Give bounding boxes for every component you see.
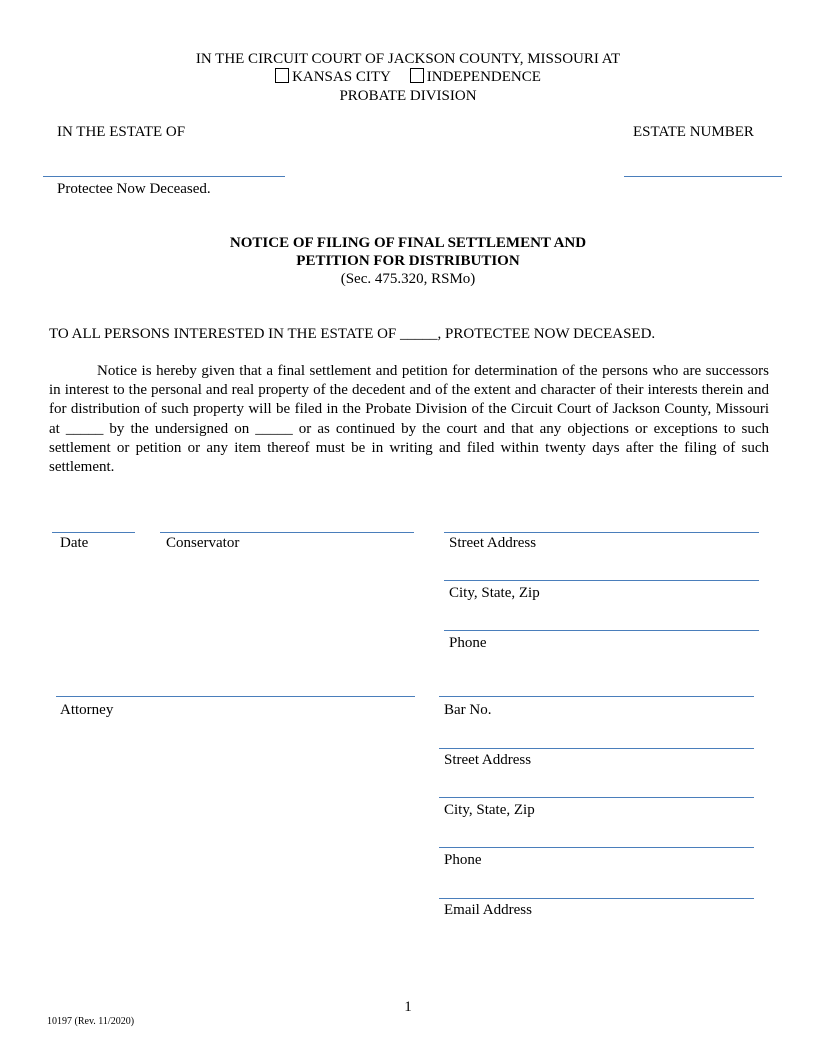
estate-number-label: ESTATE NUMBER [633,124,754,140]
document-title-line1: NOTICE OF FILING OF FINAL SETTLEMENT AND [229,235,587,251]
court-heading: IN THE CIRCUIT COURT OF JACKSON COUNTY, MISSOURI AT [195,51,621,67]
protectee-label: Protectee Now Deceased. [57,181,211,197]
attorney-label: Attorney [60,702,114,718]
street-address-line[interactable] [444,532,759,533]
attorney-street-address-label: Street Address [444,752,532,768]
bar-number-label: Bar No. [444,702,492,718]
conservator-label: Conservator [166,535,240,551]
attorney-city-state-zip-label: City, State, Zip [444,802,535,818]
notice-text: Notice is hereby given that a final settlement and petition for determination of the persons who are successors in interest to the personal and real property of the decedent and of the extent and character of their interests therein and for distribution of such property will be filed in the Probate Division of the Circuit Court of Jackson County, Missouri at _____ by the undersigned on _____ or as continued by the court and that any objections or exceptions to such settlement or petition or any item thereof must be in writing and filed within twenty days after the filing of such settlement. [49,363,769,476]
conservator-signature-line[interactable] [160,532,414,533]
date-signature-line[interactable] [52,532,135,533]
estate-number-field[interactable] [624,176,782,177]
court-location-options [0,68,816,86]
independence-checkbox[interactable] [410,68,424,83]
document-title-line2: PETITION FOR DISTRIBUTION [296,253,520,269]
form-id: 10197 (Rev. 11/2020) [47,1016,135,1027]
date-label: Date [60,535,89,551]
attorney-city-state-zip-line[interactable] [439,797,754,798]
notice-paragraph [49,362,769,477]
kansas-city-checkbox[interactable] [275,68,289,83]
attorney-phone-label: Phone [444,852,482,868]
salutation: TO ALL PERSONS INTERESTED IN THE ESTATE OF _____, PROTECTEE NOW DECEASED. [49,326,656,342]
bar-number-line[interactable] [439,696,754,697]
kansas-city-label: KANSAS CITY [292,69,391,85]
phone-line[interactable] [444,630,759,631]
city-state-zip-label: City, State, Zip [449,585,540,601]
city-state-zip-line[interactable] [444,580,759,581]
page-number: 1 [404,999,412,1015]
estate-of-label: IN THE ESTATE OF [57,124,186,140]
attorney-phone-line[interactable] [439,847,754,848]
email-address-line[interactable] [439,898,754,899]
email-address-label: Email Address [444,902,532,918]
attorney-street-address-line[interactable] [439,748,754,749]
phone-label: Phone [449,635,487,651]
division-heading: PROBATE DIVISION [339,88,477,104]
independence-label: INDEPENDENCE [426,69,541,85]
estate-name-field[interactable] [43,176,285,177]
street-address-label: Street Address [449,535,537,551]
statute-reference: (Sec. 475.320, RSMo) [340,271,476,287]
attorney-signature-line[interactable] [56,696,415,697]
